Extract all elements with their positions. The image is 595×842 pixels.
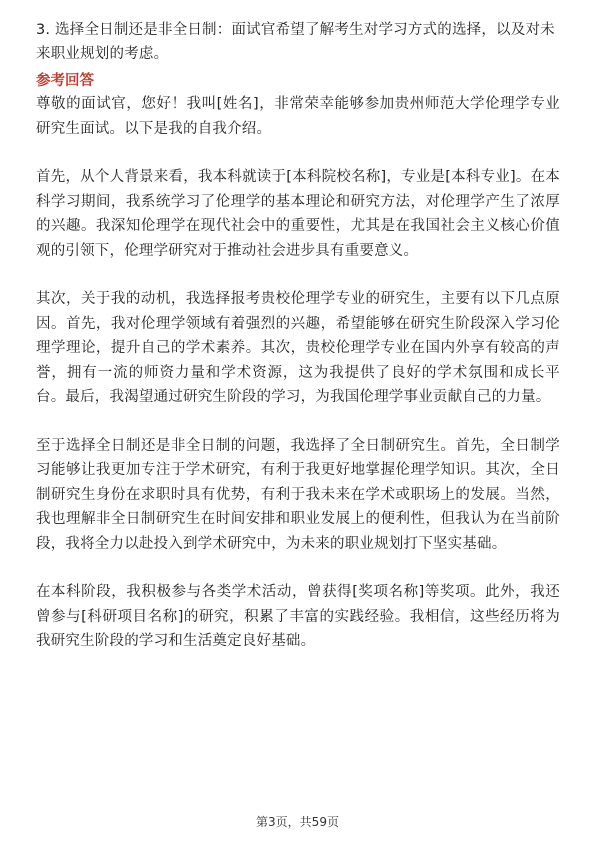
paragraph-intro: 尊敬的面试官，您好！我叫[姓名]，非常荣幸能够参加贵州师范大学伦理学专业研究生面试。以下是我的自我介绍。	[36, 96, 560, 137]
answer-label: 参考回答	[36, 73, 94, 89]
question-text: 3. 选择全日制还是非全日制：面试官希望了解考生对学习方式的选择，以及对未来职业规划的考虑。	[36, 22, 555, 62]
paragraph-study-mode: 至于选择全日制还是非全日制的问题，我选择了全日制研究生。首先，全日制学习能够让我更加专注于学术研究，有利于我更好地掌握伦理学知识。其次，全日制研究生身份在求职时具有优势，有利于我未来在学术或职场上的发展。当然，我也理解非全日制研究生在时间安排和职业发展上的便利性，但我认为在当前阶段，我将全力以赴投入到学术研究中，为未来的职业规划打下坚实基础。	[36, 437, 560, 552]
paragraph-motivation: 其次，关于我的动机，我选择报考贵校伦理学专业的研究生，主要有以下几点原因。首先，我对伦理学领域有着强烈的兴趣，希望能够在研究生阶段深入学习伦理学理论，提升自己的学术素养。其次，贵校伦理学专业在国内外享有较高的声誉，拥有一流的师资力量和学术资源，这为我提供了良好的学术氛围和成长平台。最后，我渴望通过研究生阶段的学习，为我国伦理学事业贡献自己的力量。	[36, 291, 560, 405]
paragraph-background: 首先，从个人背景来看，我本科就读于[本科院校名称]，专业是[本科专业]。在本科学习期间，我系统学习了伦理学的基本理论和研究方法，对伦理学产生了浓厚的兴趣。我深知伦理学在现代社会中的重要性，尤其是在我国社会主义核心价值观的引领下，伦理学研究对于推动社会进步具有重要意义。	[36, 169, 560, 259]
paragraph-experience: 在本科阶段，我积极参与各类学术活动，曾获得[奖项名称]等奖项。此外，我还曾参与[科研项目名称]的研究，积累了丰富的实践经验。我相信，这些经历将为我研究生阶段的学习和生活奠定良好基础。	[36, 584, 560, 649]
page-number: 第3页，共59页	[256, 815, 339, 829]
page-content	[36, 18, 560, 678]
